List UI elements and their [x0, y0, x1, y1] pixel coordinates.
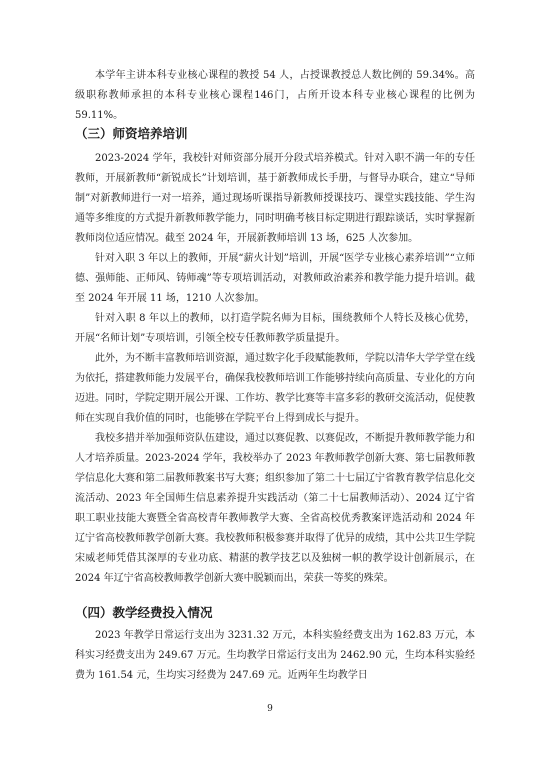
section4-paragraph: 2023 年教学日常运行支出为 3231.32 万元，本科实验经费支出为 162.83 万元，本科实习经费支出为 249.67 万元。生均教学日常运行支出为 2462.90 元，生均本科实验经费为 161.54 元，生均实习经费为 247.69 元。近两年生均教学日: [75, 630, 475, 681]
section4-body: [75, 626, 475, 686]
section3-paragraph-3: 针对入职 8 年以上的教师，以打造学院名师为目标，围绕教师个人特长及核心优势，开展“名师计划”专项培训，引领全校专任教师教学质量提升。: [75, 313, 475, 344]
section3-body: [75, 149, 475, 589]
page-number: 9: [267, 704, 273, 714]
section3-paragraph-4: 此外，为不断丰富教师培训资源，通过数字化手段赋能教师，学院以清华大学学堂在线为依托，搭建教师能力发展平台，确保我校教师培训工作能够持续向高质量、专业化的方向迈进。同时，学院定期开展公开课、工作坊、教学比赛等丰富多彩的教研交流活动，促使教师在实现自我价值的同时，也能够在学院平台上得到成长与提升。: [75, 353, 475, 424]
section3-heading: （三）师资培养培训: [75, 126, 188, 141]
section3-paragraph-5: 我校多措并举加强师资队伍建设，通过以赛促教、以赛促改，不断提升教师教学能力和人才培养质量。2023-2024 学年，我校举办了 2023 年教师教学创新大赛、第七届教师教学信息化大赛和第二届教师教案书写大赛；组织参加了第二十七届辽宁省教育教学信息化交流活动、2023 年全国师生信息素养提升实践活动（第二十七届教师活动）、2024 辽宁省职工职业技能大赛暨全省高校青年教师教学大赛、全省高校优秀教案评选活动和 2024 年辽宁省高校教师教学创新大赛。我校教师积极参赛并取得了优异的成绩，其中公共卫生学院宋威老师凭借其深厚的专业功底、精湛的教学技艺以及独树一帜的教学设计创新展示，在 2024 年辽宁省高校教师教学创新大赛中脱颖而出，荣获一等奖的殊荣。: [75, 433, 475, 584]
intro-paragraph: 本学年主讲本科专业核心课程的教授 54 人，占授课教授总人数比例的 59.34%。高级职称教师承担的本科专业核心课程146门，占所开设本科专业核心课程的比例为59.11%。: [75, 70, 475, 121]
section3-paragraph-2: 针对入职 3 年以上的教师，开展“薪火计划”培训，开展“医学专业核心素养培训”“立师德、强师能、正师风、铸师魂”等专项培训活动，对教师政治素养和教学能力提升培训。截至 2024 年开展 11 场，1210 人次参加。: [75, 253, 475, 304]
intro-section: [75, 66, 475, 126]
section4-heading: （四）教学经费投入情况: [75, 605, 213, 620]
section3-paragraph-1: 2023-2024 学年，我校针对师资部分展开分段式培养模式。针对入职不满一年的专任教师，开展新教师“新锐成长”计划培训，基于新教师成长手册，与督导办联合，建立“导师制”对新教师进行一对一培养，通过现场听课指导新教师授课技巧、课堂实践技能、学生沟通等多维度的方式提升新教师教学能力，同时明确考核目标定期进行跟踪谈话，实时掌握新教师岗位适应情况。截至 2024 年，开展新教师培训 13 场，625 人次参加。: [75, 153, 475, 244]
